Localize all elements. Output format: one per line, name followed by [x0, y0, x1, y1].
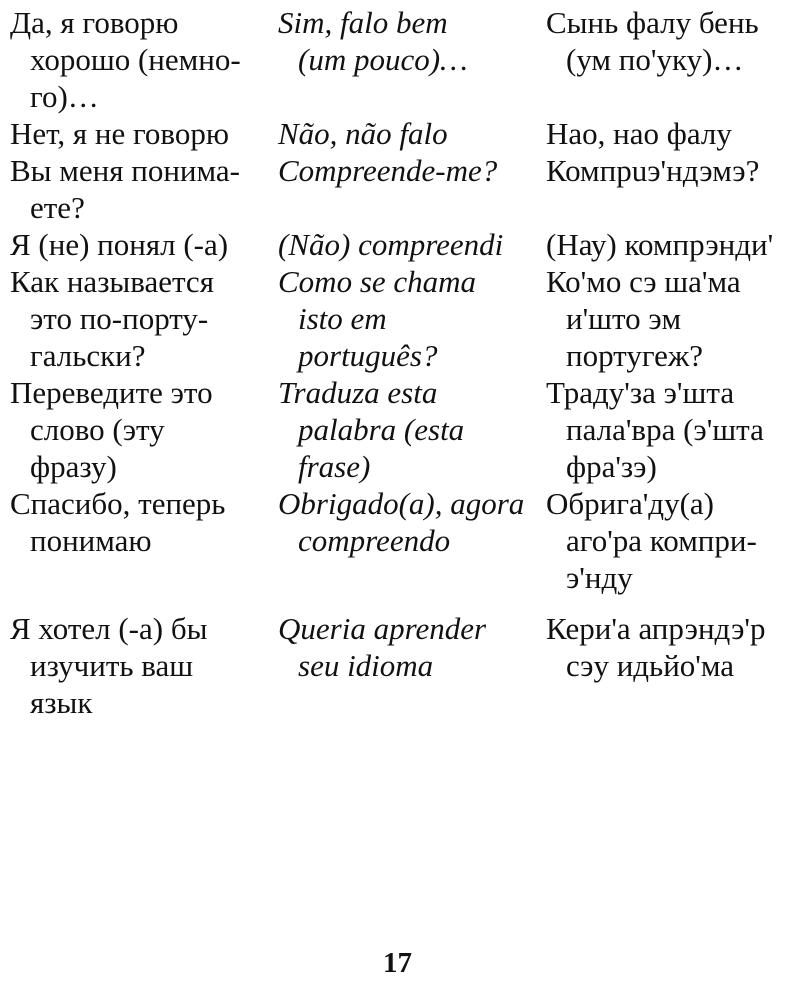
russian-phrase-line: Я хотел (-а) бы [10, 611, 208, 646]
portuguese-phrase-line: isto em [298, 301, 387, 336]
portuguese-phrase-line: Obrigado(a), agora [278, 486, 525, 521]
phrase-row [10, 610, 790, 721]
transcription-line: Кери'а апрэндэ'р [546, 611, 766, 646]
transcription-line: сэу идьйо'ма [566, 648, 735, 683]
portuguese-phrase [278, 263, 546, 374]
page-number: 17 [383, 947, 412, 979]
portuguese-phrase-line: seu idioma [298, 648, 434, 683]
russian-phrase-line: Переведите это [10, 375, 213, 410]
russian-phrase-line: гальски? [30, 338, 146, 373]
phrase-row [10, 4, 790, 115]
portuguese-phrase-line: Não, não falo [278, 116, 448, 151]
russian-phrase [10, 226, 278, 263]
russian-phrase-line: Нет, я не говорю [10, 116, 229, 151]
russian-phrase-line: Вы меня понима- [10, 153, 240, 188]
transcription [546, 610, 790, 684]
russian-phrase-line: Спасибо, теперь [10, 486, 226, 521]
portuguese-phrase [278, 152, 546, 189]
transcription-line: пала'вра (э'шта [566, 412, 764, 447]
russian-phrase-line: язык [30, 685, 93, 720]
portuguese-phrase-line: (Não) compreendi [278, 227, 504, 262]
russian-phrase-line: изучить ваш [30, 648, 194, 683]
transcription-line: э'нду [566, 560, 633, 595]
transcription-line: (ум по'уку)… [566, 42, 744, 77]
portuguese-phrase-line: Compreende-me? [278, 153, 498, 188]
phrase-row [10, 152, 790, 226]
phrase-row [10, 374, 790, 485]
transcription-line: португеж? [566, 338, 704, 373]
transcription [546, 263, 790, 374]
transcription-line: Траду'за э'шта [546, 375, 735, 410]
russian-phrase-line: Как называется [10, 264, 214, 299]
russian-phrase-line: слово (эту [30, 412, 165, 447]
phrase-row [10, 226, 790, 263]
transcription-line: и'што эм [566, 301, 682, 336]
portuguese-phrase-line: português? [298, 338, 438, 373]
russian-phrase [10, 485, 278, 559]
transcription-line: Компрuэ'ндэмэ? [546, 153, 760, 188]
portuguese-phrase [278, 610, 546, 684]
transcription-line: Нао, нао фалу [546, 116, 732, 151]
transcription-line: фра'зэ) [566, 449, 657, 484]
transcription-line: Ко'мо сэ ша'ма [546, 264, 741, 299]
russian-phrase [10, 4, 278, 115]
portuguese-phrase [278, 226, 546, 263]
phrase-row [10, 263, 790, 374]
portuguese-phrase-line: (um pouco)… [298, 42, 468, 77]
russian-phrase-line: Я (не) понял (-а) [10, 227, 229, 262]
russian-phrase [10, 610, 278, 721]
transcription [546, 226, 790, 263]
transcription-line: Обрига'ду(а) [546, 486, 714, 521]
russian-phrase [10, 152, 278, 226]
transcription [546, 485, 790, 596]
phrase-row [10, 115, 790, 152]
portuguese-phrase [278, 4, 546, 78]
portuguese-phrase [278, 115, 546, 152]
russian-phrase-line: это по-порту- [30, 301, 209, 336]
portuguese-phrase-line: Traduza esta [278, 375, 438, 410]
portuguese-phrase-line: Queria aprender [278, 611, 487, 646]
portuguese-phrase [278, 485, 546, 559]
russian-phrase-line: хорошо (немно- [30, 42, 241, 77]
phrasebook-table [10, 4, 790, 721]
russian-phrase-line: Да, я говорю [10, 5, 179, 40]
transcription-line: аго'ра компри- [566, 523, 757, 558]
russian-phrase [10, 263, 278, 374]
portuguese-phrase-line: Sim, falo bem [278, 5, 448, 40]
transcription-line: Сынь фалу бень [546, 5, 759, 40]
russian-phrase [10, 374, 278, 485]
transcription [546, 374, 790, 485]
russian-phrase-line: фразу) [30, 449, 117, 484]
russian-phrase-line: понимаю [30, 523, 152, 558]
transcription [546, 115, 790, 152]
russian-phrase-line: ете? [30, 190, 85, 225]
portuguese-phrase-line: palabra (esta [298, 412, 465, 447]
portuguese-phrase-line: compreendo [298, 523, 451, 558]
portuguese-phrase [278, 374, 546, 485]
portuguese-phrase-line: frase) [298, 449, 371, 484]
phrase-row [10, 485, 790, 596]
transcription-line: (Нау) компрэнди' [546, 227, 774, 262]
russian-phrase-line: го)… [30, 79, 99, 114]
russian-phrase [10, 115, 278, 152]
transcription [546, 152, 790, 189]
transcription [546, 4, 790, 78]
portuguese-phrase-line: Como se chama [278, 264, 477, 299]
